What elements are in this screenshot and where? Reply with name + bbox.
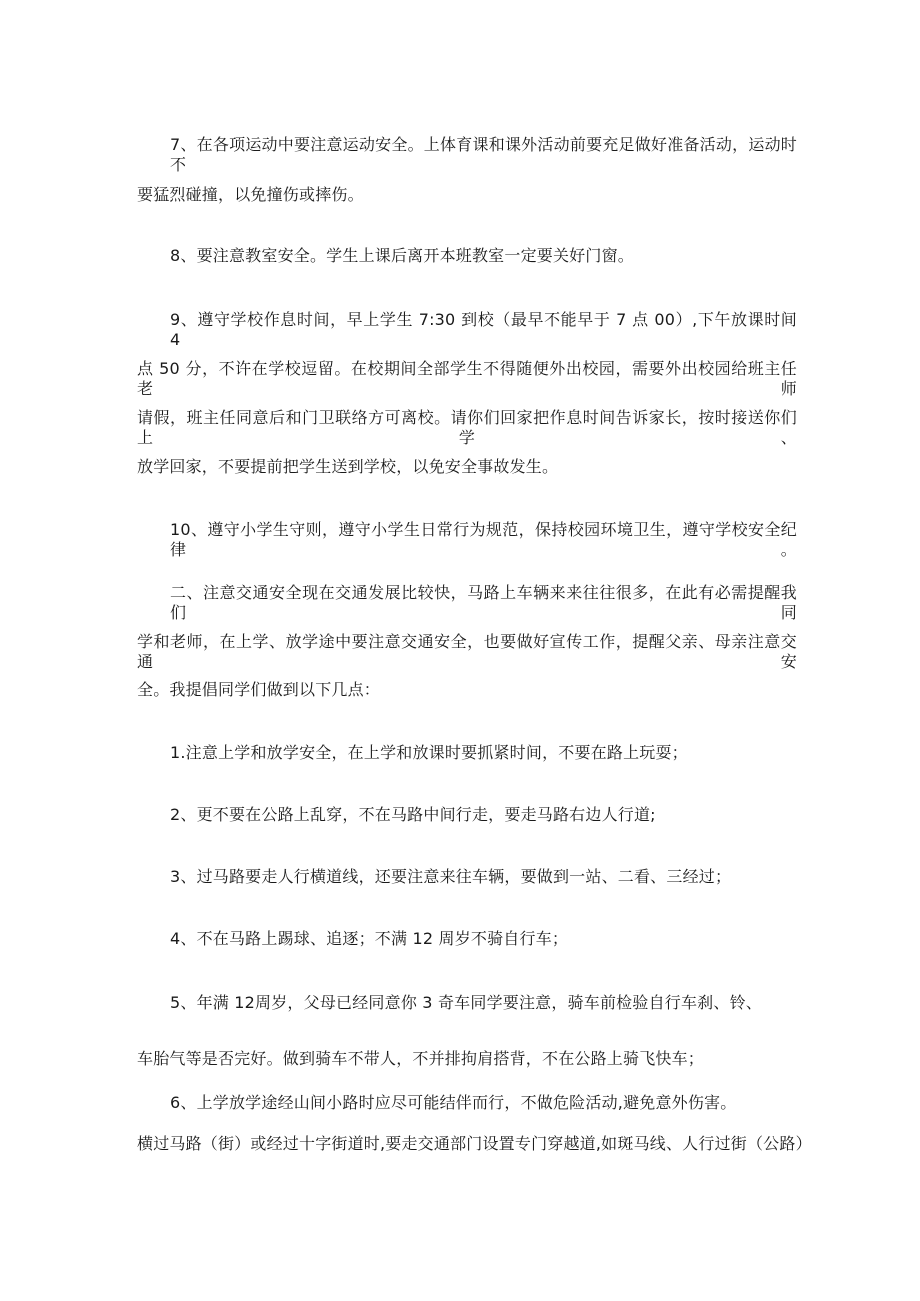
section-2-line-1: 二、注意交通安全现在交通发展比较快，马路上车辆来来往往很多，在此有必需提醒我们同 (170, 583, 797, 622)
section-2-line-2: 学和老师，在上学、放学途中要注意交通安全，也要做好宣传工作，提醒父亲、母亲注意交通安 (137, 632, 797, 671)
item-6-line: 6、上学放学途经山间小路时应尽可能结伴而行，不做危险活动,避免意外伤害。 (170, 1093, 737, 1112)
item-1-line: 1.注意上学和放学安全，在上学和放课时要抓紧时间，不要在路上玩耍； (170, 743, 688, 762)
paragraph-9-line-2: 点 50 分，不许在学校逗留。在校期间全部学生不得随便外出校园，需要外出校园给班主任老师 (137, 359, 797, 398)
section-2-line-3: 全。我提倡同学们做到以下几点： (137, 680, 381, 699)
item-4-line: 4、不在马路上踢球、追逐；不满 12 周岁不骑自行车； (170, 929, 569, 948)
item-5-line-1: 5、年满 12周岁，父母已经同意你 3 奇车同学要注意，骑车前检验自行车刹、铃、 (170, 993, 762, 1012)
paragraph-7-line-1: 7、在各项运动中要注意运动安全。上体育课和课外活动前要充足做好准备活动，运动时不 (170, 135, 797, 174)
paragraph-9-line-4: 放学回家，不要提前把学生送到学校，以免安全事故发生。 (137, 457, 559, 476)
item-3-line: 3、过马路要走人行横道线，还要注意来往车辆，要做到一站、二看、三经过； (170, 867, 732, 886)
crossing-line: 横过马路（街）或经过十字街道时,要走交通部门设置专门穿越道,如斑马线、人行过街（公路） (137, 1134, 812, 1153)
item-5-line-2: 车胎气等是否完好。做到骑车不带人，不并排拘肩搭背，不在公路上骑飞快车； (137, 1049, 705, 1068)
item-2-line: 2、更不要在公路上乱穿，不在马路中间行走，要走马路右边人行道; (170, 805, 656, 824)
paragraph-10-line-1: 10、遵守小学生守则，遵守小学生日常行为规范，保持校园环境卫生，遵守学校安全纪律。 (170, 520, 797, 559)
paragraph-9-line-3: 请假，班主任同意后和门卫联络方可离校。请你们回家把作息时间告诉家长，按时接送你们上学、 (137, 408, 797, 447)
paragraph-8-line-1: 8、要注意教室安全。学生上课后离开本班教室一定要关好门窗。 (170, 246, 634, 265)
paragraph-9-line-1: 9、遵守学校作息时间，早上学生 7:30 到校（最早不能早于 7 点 00）,下午放课时间 4 (170, 310, 797, 349)
paragraph-7-line-2: 要猛烈碰撞，以免撞伤或摔伤。 (137, 185, 364, 204)
